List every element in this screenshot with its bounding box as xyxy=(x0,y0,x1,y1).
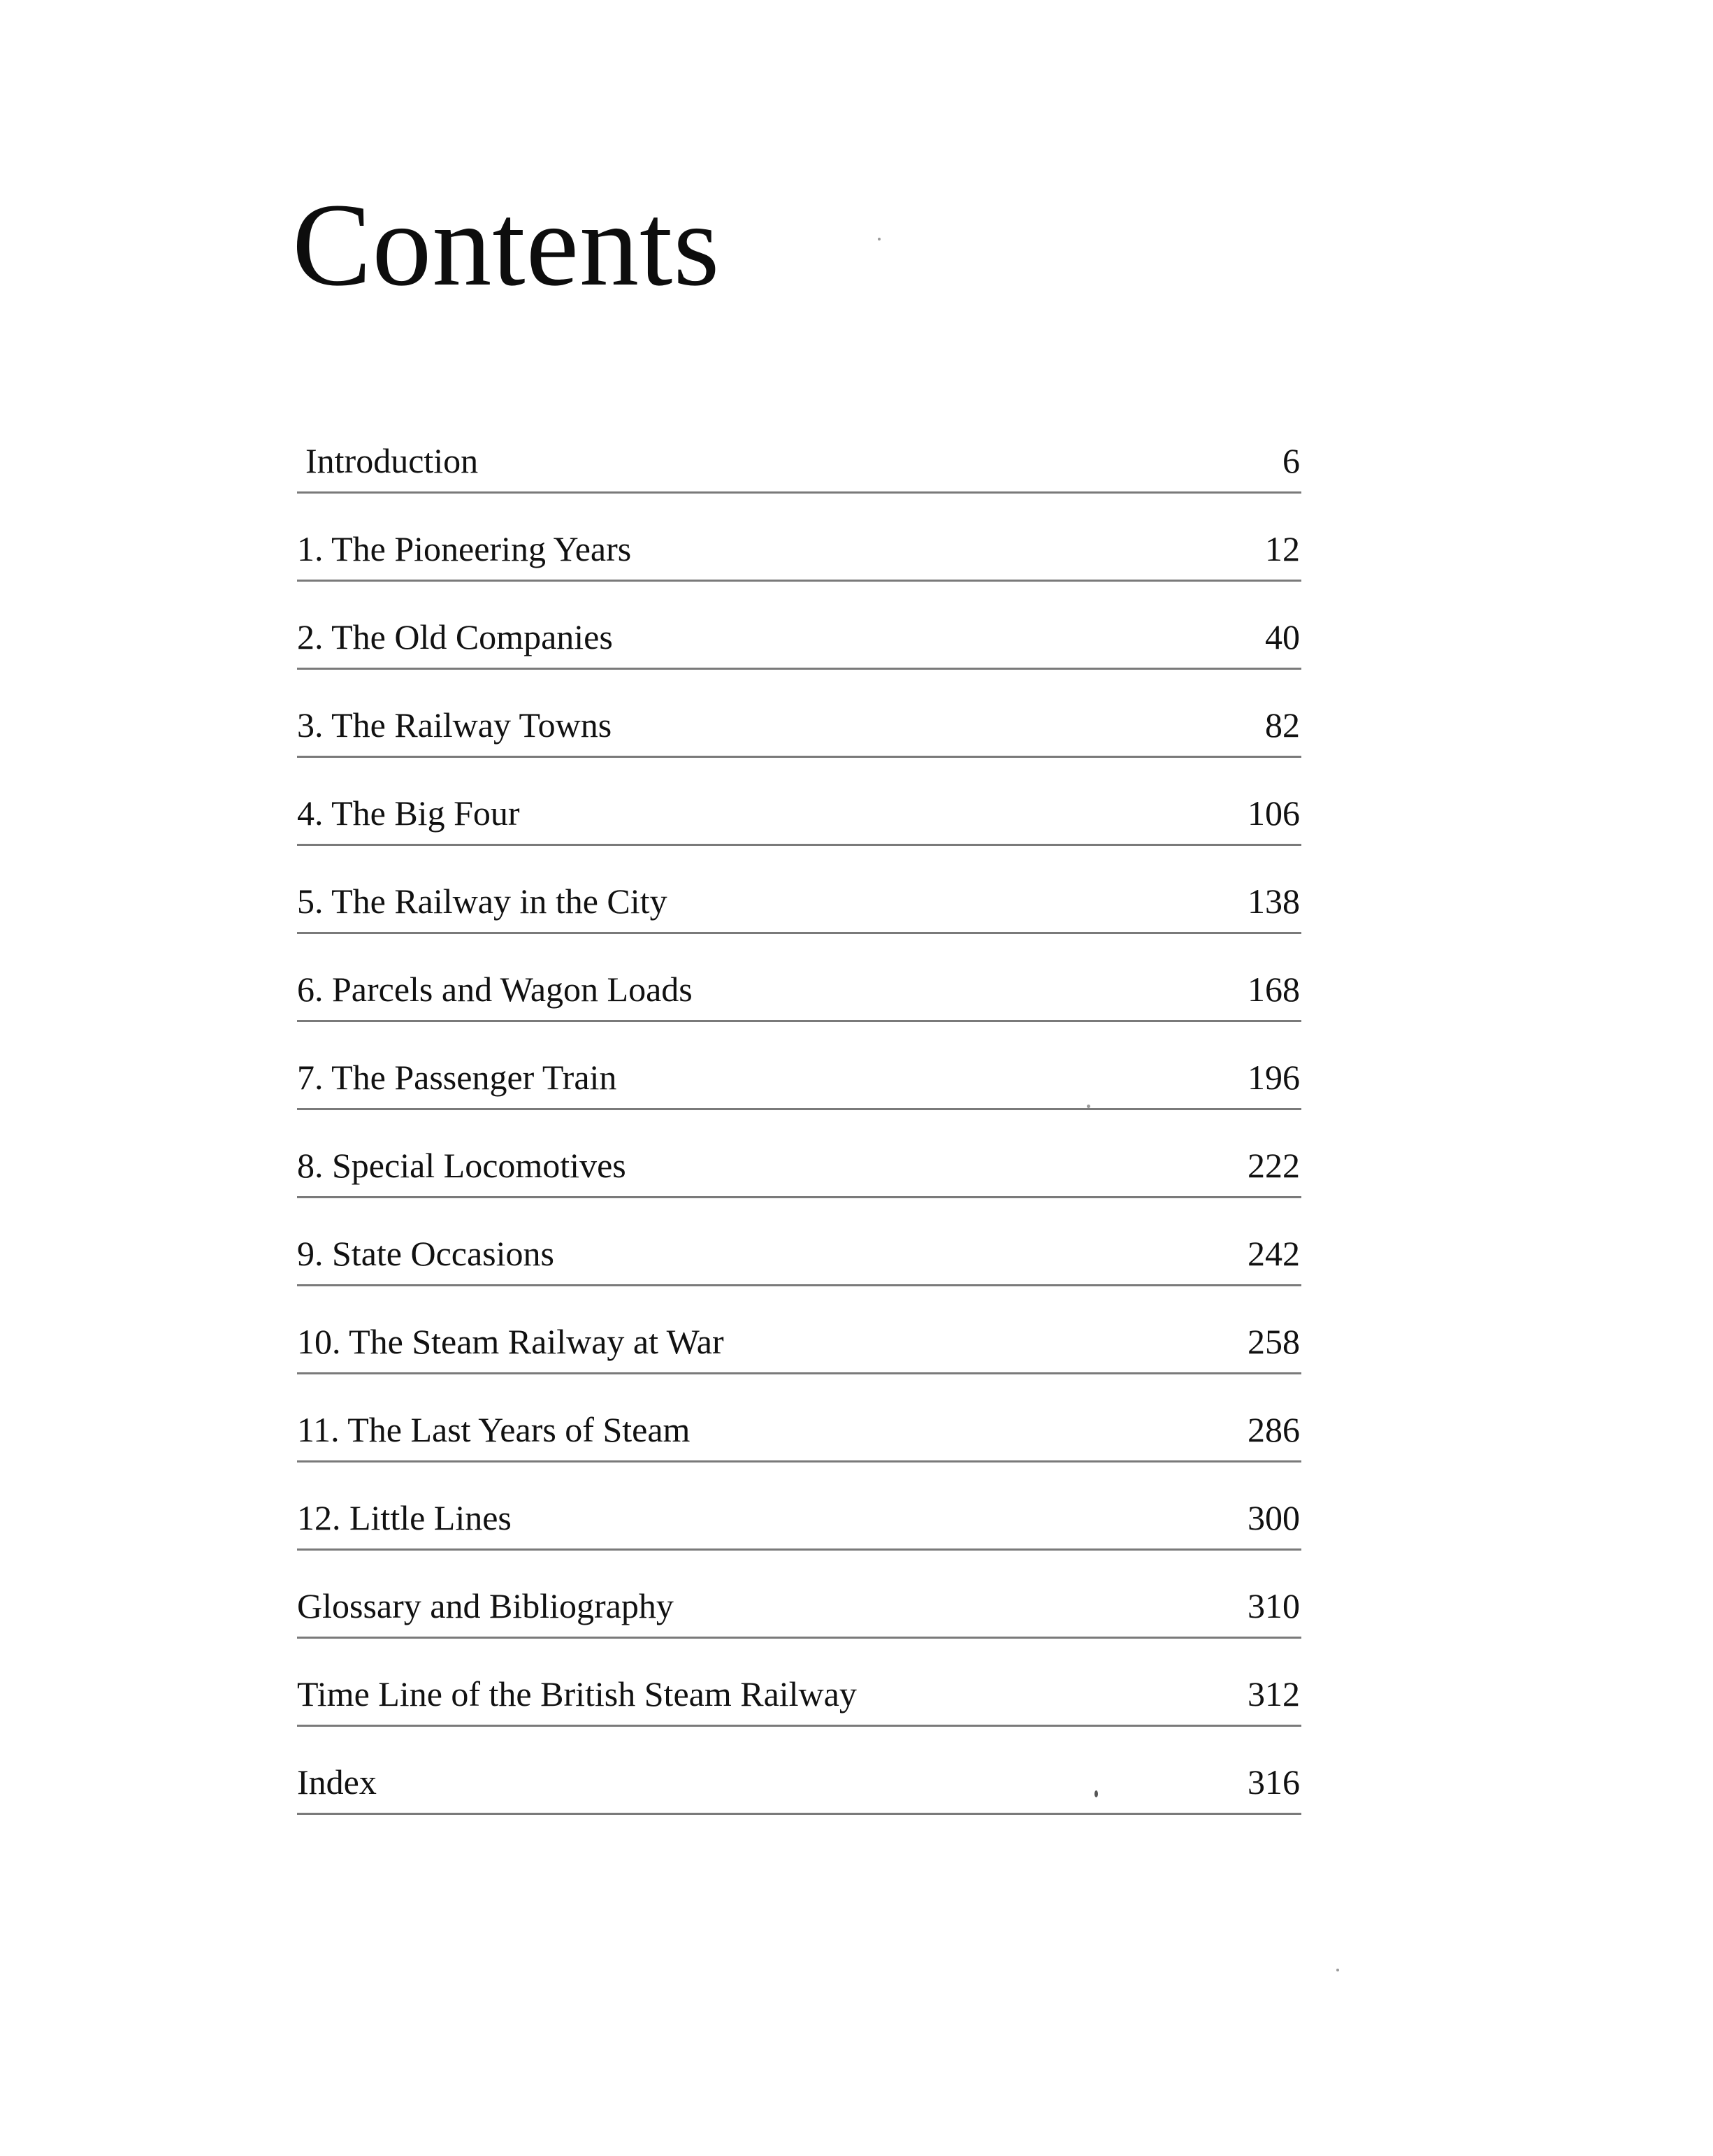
toc-entry-page[interactable]: 12 xyxy=(1265,529,1300,568)
toc-entry-title[interactable]: 2. The Old Companies xyxy=(297,617,613,656)
toc-entry-title[interactable]: 7. The Passenger Train xyxy=(297,1058,617,1097)
toc-entry-title[interactable]: 6. Parcels and Wagon Loads xyxy=(297,970,693,1009)
toc-entry-title[interactable]: 1. The Pioneering Years xyxy=(297,529,632,568)
toc-entry-page[interactable]: 312 xyxy=(1248,1674,1300,1713)
table-of-contents xyxy=(297,405,1301,1815)
scan-speck xyxy=(1336,1969,1339,1971)
toc-entry-title[interactable]: Index xyxy=(297,1762,377,1802)
toc-entry-chapter-2[interactable] xyxy=(297,582,1301,670)
toc-entry-page[interactable]: 82 xyxy=(1265,705,1300,745)
toc-entry-title[interactable]: 11. The Last Years of Steam xyxy=(297,1410,691,1449)
scan-speck xyxy=(878,238,881,240)
toc-entry-title[interactable]: 5. The Railway in the City xyxy=(297,882,667,921)
toc-entry-chapter-6[interactable] xyxy=(297,934,1301,1022)
toc-entry-chapter-10[interactable] xyxy=(297,1286,1301,1374)
toc-entry-title[interactable]: Introduction xyxy=(305,441,479,480)
toc-entry-page[interactable]: 300 xyxy=(1248,1498,1300,1537)
scan-speck xyxy=(1087,1105,1090,1108)
toc-entry-chapter-4[interactable] xyxy=(297,758,1301,846)
toc-entry-page[interactable]: 106 xyxy=(1248,793,1300,833)
toc-entry-chapter-12[interactable] xyxy=(297,1463,1301,1551)
toc-entry-glossary[interactable] xyxy=(297,1551,1301,1639)
toc-entry-page[interactable]: 222 xyxy=(1248,1146,1300,1185)
toc-entry-title[interactable]: 9. State Occasions xyxy=(297,1234,554,1273)
page-title: Contents xyxy=(292,179,721,310)
toc-entry-title[interactable]: Time Line of the British Steam Railway xyxy=(297,1674,857,1713)
toc-entry-index[interactable] xyxy=(297,1727,1301,1815)
toc-entry-title[interactable]: 3. The Railway Towns xyxy=(297,705,612,745)
toc-entry-chapter-9[interactable] xyxy=(297,1198,1301,1286)
toc-entry-page[interactable]: 6 xyxy=(1282,441,1300,480)
toc-entry-page[interactable]: 138 xyxy=(1248,882,1300,921)
scan-speck xyxy=(1094,1790,1098,1797)
toc-entry-page[interactable]: 310 xyxy=(1248,1586,1300,1625)
toc-entry-page[interactable]: 286 xyxy=(1248,1410,1300,1449)
toc-entry-chapter-5[interactable] xyxy=(297,846,1301,934)
toc-entry-title[interactable]: 4. The Big Four xyxy=(297,793,520,833)
toc-entry-introduction[interactable] xyxy=(297,405,1301,494)
toc-entry-chapter-3[interactable] xyxy=(297,670,1301,758)
toc-entry-page[interactable]: 316 xyxy=(1248,1762,1300,1802)
toc-entry-title[interactable]: 10. The Steam Railway at War xyxy=(297,1322,724,1361)
toc-entry-title[interactable]: 12. Little Lines xyxy=(297,1498,512,1537)
toc-entry-title[interactable]: Glossary and Bibliography xyxy=(297,1586,674,1625)
toc-entry-page[interactable]: 168 xyxy=(1248,970,1300,1009)
toc-entry-page[interactable]: 242 xyxy=(1248,1234,1300,1273)
toc-entry-chapter-1[interactable] xyxy=(297,494,1301,582)
toc-entry-page[interactable]: 196 xyxy=(1248,1058,1300,1097)
toc-entry-page[interactable]: 40 xyxy=(1265,617,1300,656)
toc-entry-chapter-7[interactable] xyxy=(297,1022,1301,1110)
toc-entry-chapter-11[interactable] xyxy=(297,1374,1301,1463)
toc-entry-title[interactable]: 8. Special Locomotives xyxy=(297,1146,626,1185)
toc-entry-chapter-8[interactable] xyxy=(297,1110,1301,1198)
toc-entry-timeline[interactable] xyxy=(297,1639,1301,1727)
toc-entry-page[interactable]: 258 xyxy=(1248,1322,1300,1361)
